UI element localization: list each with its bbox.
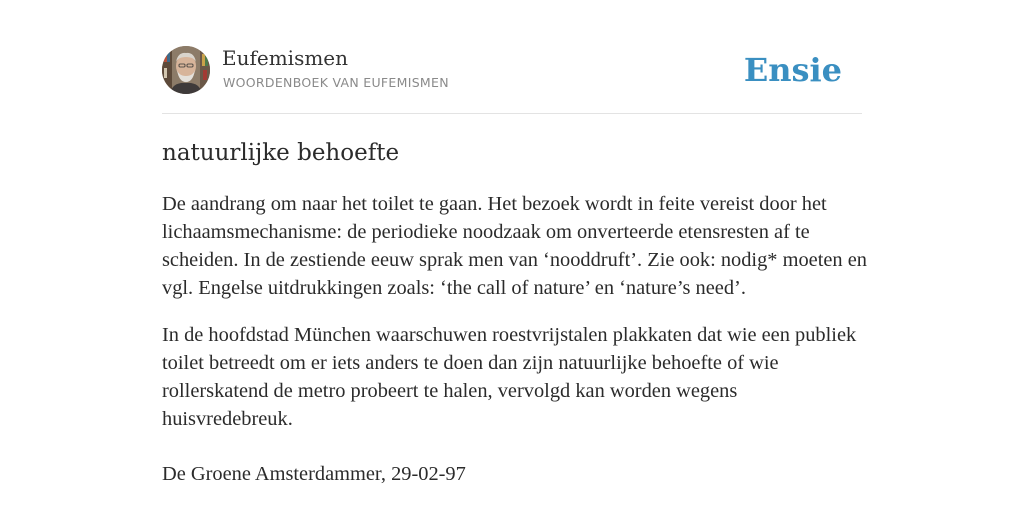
page bbox=[162, 0, 867, 512]
header-divider bbox=[162, 113, 862, 114]
brand-logo[interactable]: Ensie bbox=[743, 51, 842, 89]
header bbox=[162, 46, 862, 96]
author-name[interactable]: Eufemismen bbox=[222, 46, 349, 70]
entry-title: natuurlijke behoefte bbox=[162, 140, 400, 166]
avatar[interactable] bbox=[162, 46, 210, 94]
entry-paragraph: De aandrang om naar het toilet te gaan. Het bezoek wordt in feite vereist door het lichaamsmechanisme: de periodieke noodzaak om onverteerde etensresten af te scheiden. In de zestiende eeuw sprak men van ‘nooddruft’. Zie ook: nodig* moeten en vgl. Engelse uitdrukkingen zoals: ‘the call of nature’ en ‘nature’s need’. bbox=[162, 193, 867, 299]
author-portrait-icon bbox=[162, 46, 210, 94]
author-subtitle: WOORDENBOEK VAN EUFEMISMEN bbox=[223, 75, 449, 90]
entry-body bbox=[162, 190, 867, 507]
entry-source: De Groene Amsterdammer, 29-02-97 bbox=[162, 463, 466, 485]
entry-paragraph: In de hoofdstad München waarschuwen roestvrijstalen plakkaten dat wie een publiek toilet betreedt om er iets anders te doen dan zijn natuurlijke behoefte of wie rollerskatend de metro probeert te halen, vervolgd kan worden wegens huisvredebreuk. bbox=[162, 324, 857, 430]
